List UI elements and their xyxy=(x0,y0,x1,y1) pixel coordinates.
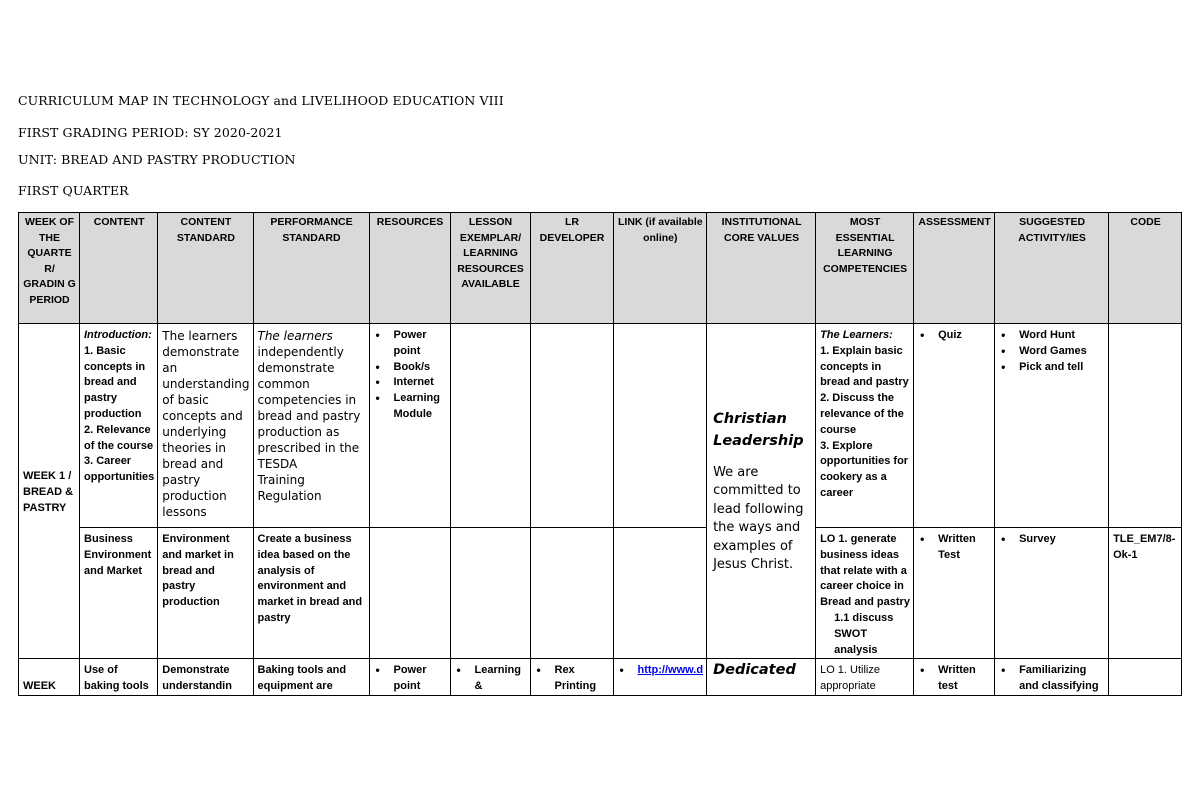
col-performance-standard: PERFORMANCE STANDARD xyxy=(253,213,369,324)
content-title: Introduction: xyxy=(84,329,152,341)
col-lesson-exemplar: LESSON EXEMPLAR/ LEARNING RESOURCES AVAILABLE xyxy=(450,213,530,324)
col-week: WEEK OF THE QUARTE R/ GRADIN G PERIOD xyxy=(19,213,80,324)
activity-item: • Word Hunt xyxy=(999,328,1105,344)
content-cell: Use of baking tools xyxy=(80,659,158,696)
performance-standard-cell: Baking tools and equipment are xyxy=(253,659,369,696)
content-standard-text: The learners demonstrate an understanding of basic concepts and underlying theories in bread and pastry production lessons xyxy=(162,329,250,519)
assessment-item: • Written test xyxy=(918,663,991,695)
link-cell xyxy=(613,659,707,696)
resource-item: • Power point xyxy=(374,663,447,695)
lesson-cell xyxy=(450,659,530,696)
assessment-cell xyxy=(914,528,995,659)
core-value-title: Dedicated xyxy=(713,662,796,679)
melc-item: 3. Explore opportunities for cookery as a career xyxy=(820,439,909,499)
developer-cell xyxy=(530,659,613,696)
link-cell xyxy=(613,324,707,528)
core-value-body: We are committed to lead following the ways and examples of Jesus Christ. xyxy=(713,464,804,573)
code-cell: TLE_EM7/8-Ok-1 xyxy=(1109,528,1182,659)
melc-subitem: 1.1 discuss SWOT analysis xyxy=(834,611,894,656)
col-content-standard: CONTENT STANDARD xyxy=(158,213,253,324)
col-activities: SUGGESTED ACTIVITY/IES xyxy=(995,213,1109,324)
melc-item: LO 1. generate business ideas that relate with a career choice in Bread and pastry xyxy=(820,533,910,609)
assessment-item: • Written Test xyxy=(918,532,991,564)
table-row xyxy=(19,659,1182,696)
content-item: 3. Career opportunities xyxy=(84,455,155,484)
col-melc: MOST ESSENTIAL LEARNING COMPETENCIES xyxy=(816,213,914,324)
performance-tail: Training Regulation xyxy=(257,473,322,503)
melc-cell: LO 1. Utilize appropriate xyxy=(816,659,914,696)
content-standard-cell xyxy=(158,324,253,528)
activity-item: • Survey xyxy=(999,532,1105,548)
content-standard-cell: Environment and market in bread and pastry production xyxy=(158,528,253,659)
unit-title: UNIT: BREAD AND PASTRY PRODUCTION xyxy=(18,152,296,167)
col-assessment: ASSESSMENT xyxy=(914,213,995,324)
activities-cell xyxy=(995,324,1109,528)
quarter-label: FIRST QUARTER xyxy=(18,183,129,198)
developer-item: • Rex Printing xyxy=(535,663,610,695)
col-code: CODE xyxy=(1109,213,1182,324)
lesson-item: • Learning & xyxy=(455,663,527,695)
melc-title: The Learners: xyxy=(820,329,893,341)
melc-cell xyxy=(816,528,914,659)
core-values-cell xyxy=(707,659,816,696)
map-title: CURRICULUM MAP IN TECHNOLOGY and LIVELIHOOD EDUCATION VIII xyxy=(18,93,504,108)
core-values-cell xyxy=(707,324,816,659)
developer-cell xyxy=(530,528,613,659)
activities-cell xyxy=(995,528,1109,659)
lesson-cell xyxy=(450,324,530,528)
grading-period: FIRST GRADING PERIOD: SY 2020-2021 xyxy=(18,125,283,140)
activity-item: • Pick and tell xyxy=(999,360,1105,376)
content-item: 2. Relevance of the course xyxy=(84,423,154,452)
curriculum-table xyxy=(18,212,1182,696)
activity-item: • Word Games xyxy=(999,344,1105,360)
link-cell xyxy=(613,528,707,659)
header-row xyxy=(19,213,1182,324)
resource-item: • Book/s xyxy=(374,360,447,376)
content-cell xyxy=(80,324,158,528)
content-standard-cell: Demonstrate understandin xyxy=(158,659,253,696)
table-row xyxy=(19,324,1182,528)
week-cell: WEEK 1 / BREAD & PASTRY xyxy=(19,324,80,659)
code-cell xyxy=(1109,324,1182,528)
code-cell xyxy=(1109,659,1182,696)
content-cell: Business Environment and Market xyxy=(80,528,158,659)
developer-cell xyxy=(530,324,613,528)
resources-cell xyxy=(369,659,450,696)
resources-cell xyxy=(369,528,450,659)
resource-item: • Learning Module xyxy=(374,391,447,423)
core-value-title: Christian Leadership xyxy=(713,410,804,449)
resource-item: • Power point xyxy=(374,328,447,360)
resource-item: • Internet xyxy=(374,375,447,391)
melc-cell xyxy=(816,324,914,528)
performance-standard-cell xyxy=(253,324,369,528)
assessment-cell xyxy=(914,659,995,696)
col-resources: RESOURCES xyxy=(369,213,450,324)
assessment-cell xyxy=(914,324,995,528)
lesson-cell xyxy=(450,528,530,659)
performance-body: independently demonstrate common competencies in bread and pastry production as prescribed in the TESDA xyxy=(257,345,361,471)
resource-link[interactable]: http://www.d xyxy=(637,664,704,677)
col-core-values: INSTITUTIONAL CORE VALUES xyxy=(707,213,816,324)
col-lr-developer: LR DEVELOPER xyxy=(530,213,613,324)
performance-standard-cell: Create a business idea based on the analysis of environment and market in bread and pastry xyxy=(253,528,369,659)
resources-cell xyxy=(369,324,450,528)
activities-cell xyxy=(995,659,1109,696)
melc-item: 1. Explain basic concepts in bread and pastry xyxy=(820,344,909,389)
content-item: 1. Basic concepts in bread and pastry production xyxy=(84,344,146,420)
week-cell: WEEK xyxy=(19,659,80,696)
table-row xyxy=(19,528,1182,659)
col-link: LINK (if available online) xyxy=(613,213,707,324)
assessment-item: • Quiz xyxy=(918,328,991,344)
col-content: CONTENT xyxy=(80,213,158,324)
performance-lead: The learners xyxy=(257,329,333,343)
melc-item: 2. Discuss the relevance of the course xyxy=(820,392,904,436)
activity-item: • Familiarizing and classifying xyxy=(999,663,1105,695)
